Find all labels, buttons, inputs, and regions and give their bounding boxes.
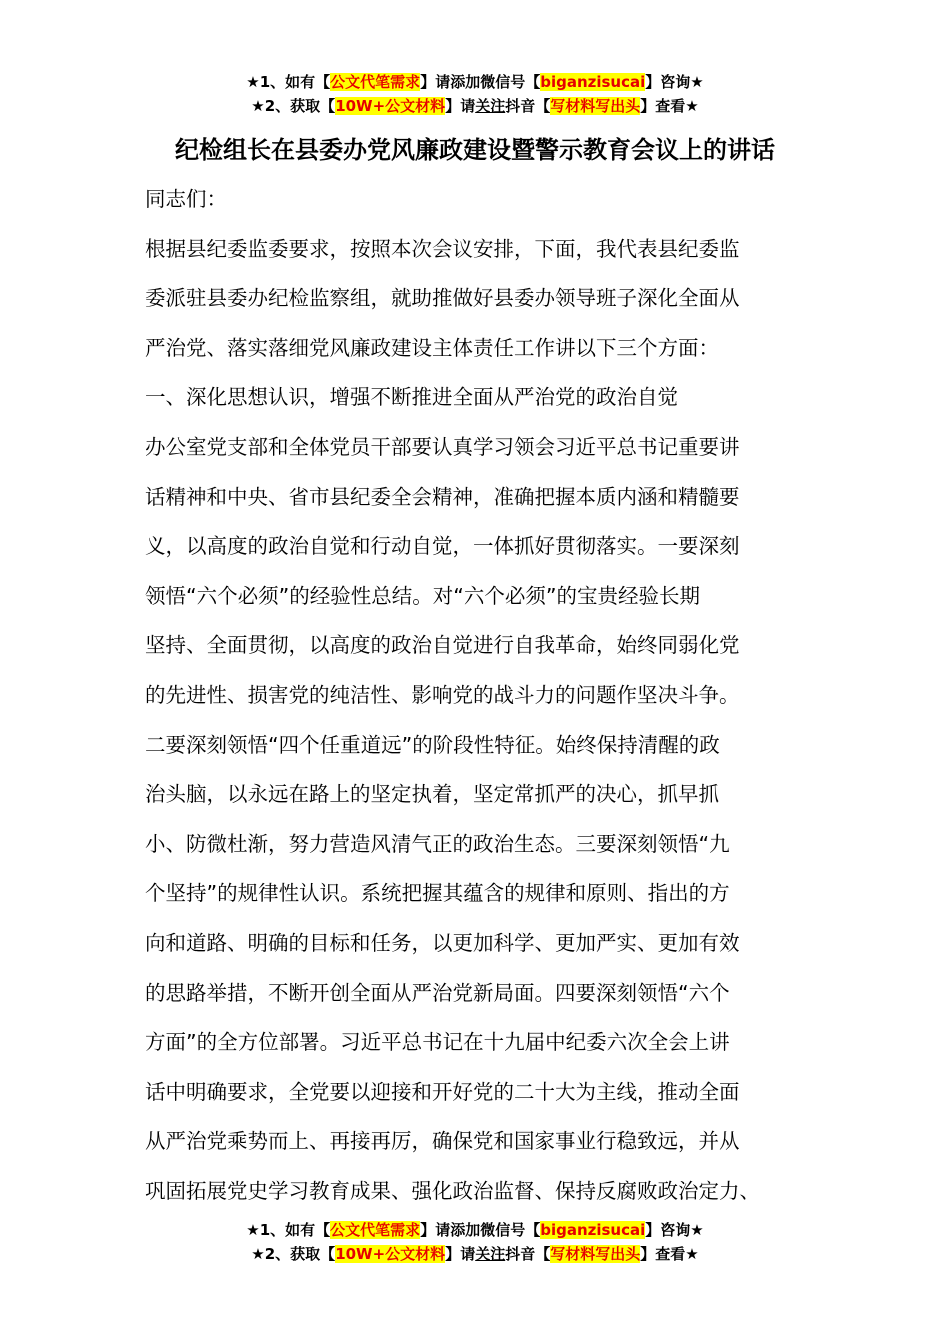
banner-highlight: biganzisucai [540,73,646,91]
body-line: 话中明确要求，全党要以迎接和开好党的二十大为主线，推动全面 [145,1079,740,1104]
document-title: 纪检组长在县委办党风廉政建设暨警示教育会议上的讲话 [175,136,775,164]
body-line: 方面”的全方位部署。习近平总书记在十九届中纪委六次全会上讲 [145,1030,730,1055]
banner-highlight: 公文代笔需求 [330,1221,421,1239]
salutation: 同志们： [145,187,227,211]
banner-line-1 [0,70,950,94]
banner-text: 抖音【 [505,97,551,115]
body-line: 办公室党支部和全体党员干部要认真学习领会习近平总书记重要讲 [145,435,740,459]
banner-highlight: 写材料写出头 [550,1245,641,1263]
banner-text: 】请 [445,1245,476,1263]
body-line: 义，以高度的政治自觉和行动自觉，一体抓好贯彻落实。一要深刻 [145,534,740,559]
body-line: 二要深刻领悟“四个任重道远”的阶段性特征。始终保持清醒的政 [145,732,720,757]
banner-line-1 [0,1218,950,1242]
banner-text: ★1、如有【 [246,1221,331,1239]
body-line: 巩固拓展党史学习教育成果、强化政治监督、保持反腐败政治定力、 [145,1179,760,1203]
banner-line-2 [0,94,950,118]
banner-text: 】咨询★ [645,73,704,91]
body-line: 治头脑，以永远在路上的坚定执着，坚定常抓严的决心，抓早抓 [145,782,719,807]
banner-text: 抖音【 [505,1245,551,1263]
banner-highlight: 10W+公文材料 [335,1245,446,1263]
banner-text: 】请添加微信号【 [420,1221,541,1239]
banner-emphasis: 关注 [475,1245,506,1263]
banner-highlight: biganzisucai [540,1221,646,1239]
body-line: 个坚持”的规律性认识。系统把握其蕴含的规律和原则、指出的方 [145,881,730,906]
banner-emphasis: 关注 [475,97,506,115]
banner-text: 】咨询★ [645,1221,704,1239]
banner-text: 】查看★ [640,97,699,115]
body-line: 从严治党乘势而上、再接再厉，确保党和国家事业行稳致远，并从 [145,1129,740,1154]
banner-line-2 [0,1242,950,1266]
header-banner [0,70,950,118]
banner-highlight: 10W+公文材料 [335,97,446,115]
body-line: 的思路举措，不断开创全面从严治党新局面。四要深刻领悟“六个 [145,980,730,1005]
section-heading: 一、深化思想认识，增强不断推进全面从严治党的政治自觉 [145,385,678,410]
body-line: 的先进性、损害党的纯洁性、影响党的战斗力的问题作坚决斗争。 [145,683,740,707]
body-line: 话精神和中央、省市县纪委全会精神，准确把握本质内涵和精髓要 [145,484,740,509]
banner-text: 】请添加微信号【 [420,73,541,91]
body-line: 委派驻县委办纪检监察组，就助推做好县委办领导班子深化全面从 [145,286,740,311]
banner-text: 】查看★ [640,1245,699,1263]
banner-text: ★2、获取【 [251,97,336,115]
body-line: 坚持、全面贯彻，以高度的政治自觉进行自我革命，始终同弱化党 [145,633,740,658]
body-line: 小、防微杜渐，努力营造风清气正的政治生态。三要深刻领悟“九 [145,831,730,856]
banner-text: ★2、获取【 [251,1245,336,1263]
body-line: 严治党、落实落细党风廉政建设主体责任工作讲以下三个方面： [145,335,719,360]
body-line: 领悟“六个必须”的经验性总结。对“六个必须”的宝贵经验长期 [145,583,700,608]
banner-highlight: 公文代笔需求 [330,73,421,91]
body-line: 根据县纪委监委要求，按照本次会议安排，下面，我代表县纪委监 [145,236,740,261]
banner-text: ★1、如有【 [246,73,331,91]
banner-text: 】请 [445,97,476,115]
body-line: 向和道路、明确的目标和任务，以更加科学、更加严实、更加有效 [145,931,740,955]
banner-highlight: 写材料写出头 [550,97,641,115]
footer-banner [0,1218,950,1266]
